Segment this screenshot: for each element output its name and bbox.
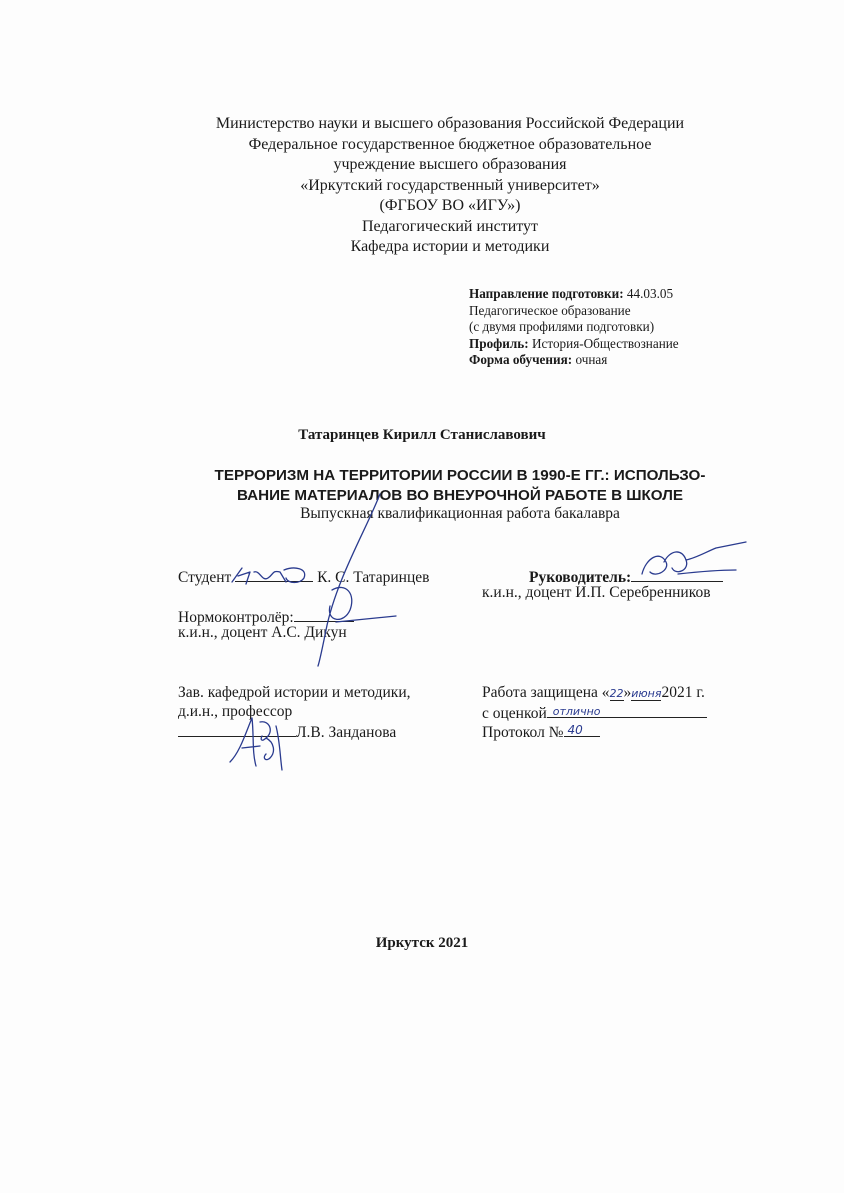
study-form-line bbox=[469, 352, 679, 369]
grade-blank bbox=[547, 703, 707, 718]
thesis-title-line-1: ТЕРРОРИЗМ НА ТЕРРИТОРИИ РОССИИ В 1990-Е ГГ.: ИСПОЛЬЗО- bbox=[214, 467, 706, 484]
university-name: «Иркутский государственный университет» bbox=[300, 176, 600, 194]
profile-line bbox=[469, 336, 679, 353]
defense-year: 2021 г. bbox=[661, 684, 705, 701]
supervisor-label: Руководитель: bbox=[529, 569, 632, 586]
author-name: Татаринцев Кирилл Станиславович bbox=[298, 427, 546, 443]
student-signature-blank bbox=[235, 567, 313, 582]
ministry-line: Министерство науки и высшего образования Российской Федерации bbox=[215, 115, 685, 132]
head-label: Зав. кафедрой истории и методики, bbox=[178, 684, 411, 701]
protocol-label: Протокол № bbox=[482, 724, 564, 741]
head-name: Л.В. Занданова bbox=[296, 724, 397, 741]
grade-line bbox=[482, 703, 707, 723]
study-direction-block bbox=[469, 286, 679, 369]
direction-note: (с двумя профилями подготовки) bbox=[469, 319, 655, 334]
direction-line bbox=[469, 286, 679, 303]
direction-name: Педагогическое образование bbox=[469, 302, 631, 318]
study-form-value: очная bbox=[572, 352, 608, 367]
profile-value: История-Обществознание bbox=[528, 335, 679, 351]
direction-code: 44.03.05 bbox=[623, 286, 674, 301]
normcontrol-label: Нормоконтролёр: bbox=[178, 609, 294, 626]
study-form-label: Форма обучения: bbox=[469, 352, 573, 367]
normcontrol-name: к.и.н., доцент А.С. Дикун bbox=[178, 624, 347, 641]
defense-month: июня bbox=[631, 687, 662, 700]
defense-quote: » bbox=[623, 684, 632, 701]
profile-label: Профиль: bbox=[469, 335, 529, 351]
defense-label: Работа защищена « bbox=[482, 684, 610, 701]
thesis-title-line-2: ВАНИЕ МАТЕРИАЛОВ ВО ВНЕУРОЧНОЙ РАБОТЕ В ШКОЛЕ bbox=[236, 487, 684, 504]
thesis-subtitle: Выпускная квалификационная работа бакалавра bbox=[300, 505, 620, 522]
city-year: Иркутск 2021 bbox=[375, 935, 469, 951]
head-signature-icon bbox=[226, 712, 296, 772]
defense-day: 22 bbox=[609, 687, 624, 700]
protocol-line bbox=[482, 722, 600, 742]
protocol-value: 40 bbox=[567, 723, 583, 737]
student-name: К. С. Татаринцев bbox=[317, 569, 430, 586]
head-degree: д.и.н., профессор bbox=[178, 703, 293, 720]
protocol-blank bbox=[564, 722, 600, 737]
institute-name: Педагогический институт bbox=[361, 217, 539, 235]
defense-date-line bbox=[482, 684, 705, 702]
head-signature-line bbox=[178, 722, 396, 742]
department-name: Кафедра истории и методики bbox=[350, 238, 550, 255]
thesis-title bbox=[190, 466, 730, 506]
grade-label: с оценкой bbox=[482, 705, 547, 722]
supervisor-name: к.и.н., доцент И.П. Серебренников bbox=[482, 584, 711, 601]
student-label: Студент bbox=[178, 569, 232, 586]
supervisor-signature-blank bbox=[631, 567, 723, 582]
grade-value: отлично bbox=[552, 705, 601, 718]
direction-label: Направление подготовки: bbox=[469, 286, 624, 301]
institution-type-line: Федеральное государственное бюджетное образовательное bbox=[248, 135, 652, 153]
head-signature-blank bbox=[178, 722, 296, 737]
institution-header bbox=[180, 114, 720, 258]
normcontrol-signature-blank bbox=[294, 607, 354, 622]
student-signature-line bbox=[178, 567, 429, 587]
university-abbreviation: (ФГБОУ ВО «ИГУ») bbox=[379, 197, 521, 214]
institution-type-line-2: учреждение высшего образования bbox=[333, 156, 567, 173]
